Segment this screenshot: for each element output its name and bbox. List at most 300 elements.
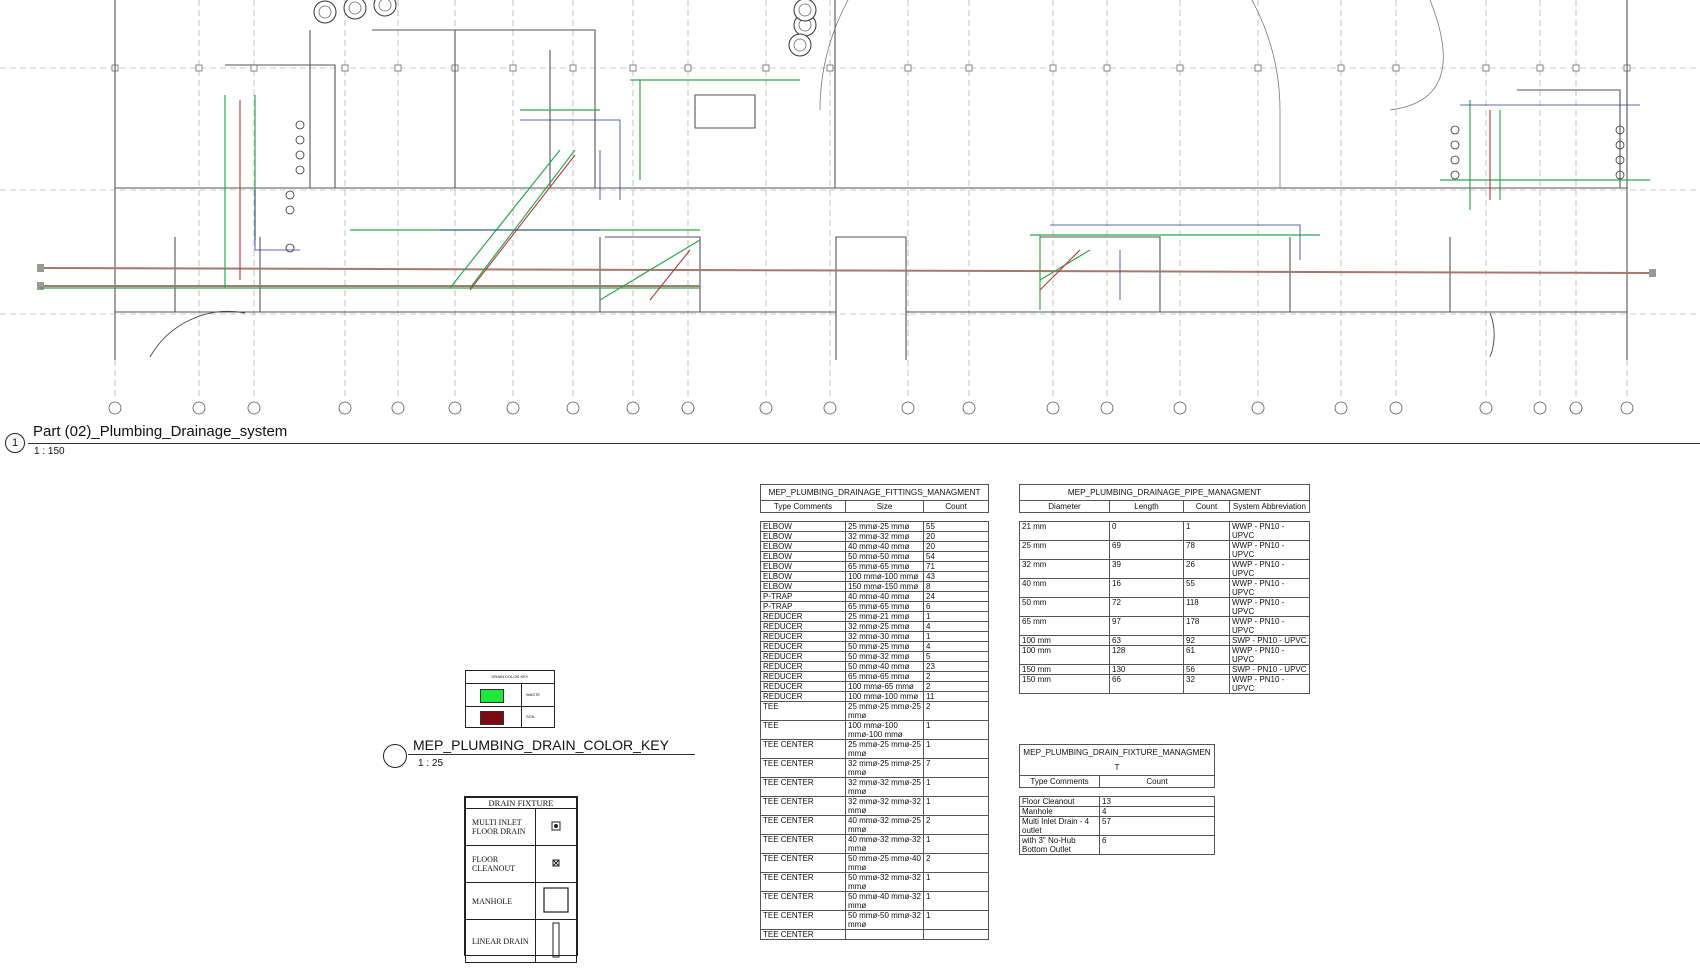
grid-bubble: [824, 402, 836, 414]
fittings-row-cell: 32 mmø-30 mmø: [846, 632, 924, 642]
column: [1050, 65, 1056, 71]
pipe-header-count: Count: [1184, 501, 1230, 513]
fittings-row-cell: 150 mmø-150 mmø: [846, 582, 924, 592]
color-key-title-underline: [408, 754, 695, 755]
fittings-row-cell: TEE CENTER: [761, 816, 846, 835]
toilet-fixture: [296, 151, 304, 159]
fittings-row-cell: 4: [924, 642, 989, 652]
grid-bubble: [902, 402, 914, 414]
pipe-end: [1649, 269, 1656, 277]
fittings-row-cell: 2: [924, 702, 989, 721]
fittings-row-cell: ELBOW: [761, 582, 846, 592]
fittings-row: [761, 873, 989, 892]
grid-bubble: [1335, 402, 1347, 414]
fittings-row-cell: ELBOW: [761, 532, 846, 542]
fittings-row-cell: 1: [924, 778, 989, 797]
column: [1177, 65, 1183, 71]
fittings-row-cell: 40 mmø-32 mmø-25 mmø: [846, 816, 924, 835]
fittings-row-cell: REDUCER: [761, 662, 846, 672]
pipe-row-cell: 66: [1110, 675, 1184, 694]
grid-bubble: [392, 402, 404, 414]
fittings-row: [761, 797, 989, 816]
fittings-row-cell: 32 mmø-25 mmø-25 mmø: [846, 759, 924, 778]
column: [342, 65, 348, 71]
toilet-fixture: [1451, 126, 1459, 134]
pipe-end: [37, 282, 44, 290]
fittings-row: [761, 759, 989, 778]
color-key-view-title: MEP_PLUMBING_DRAIN_COLOR_KEY: [413, 737, 669, 753]
toilet-fixture: [286, 206, 294, 214]
pipe-row-cell: 50 mm: [1020, 598, 1110, 617]
pipe-row-cell: WWP - PN10 - UPVC: [1230, 522, 1310, 541]
fittings-row: [761, 632, 989, 642]
color-key-view-scale: 1 : 25: [418, 758, 444, 769]
grid-bubble: [248, 402, 260, 414]
fittings-row: [761, 572, 989, 582]
color-key-view-marker: [383, 744, 407, 768]
fittings-row: [761, 672, 989, 682]
pipe-row-cell: WWP - PN10 - UPVC: [1230, 560, 1310, 579]
fittings-row: [761, 854, 989, 873]
pipe-row-cell: 130: [1110, 665, 1184, 675]
fixture-row-cell: 6: [1100, 836, 1215, 855]
grid-bubble: [1570, 402, 1582, 414]
fittings-row: [761, 911, 989, 930]
courtyard-curve: [1390, 0, 1443, 110]
fixture-row: [1020, 817, 1215, 836]
fittings-row-cell: 6: [924, 602, 989, 612]
fittings-row-cell: 32 mmø-32 mmø-25 mmø: [846, 778, 924, 797]
column: [196, 65, 202, 71]
drain-fixture-title: DRAIN FIXTURE: [466, 798, 577, 809]
plumbing-floor-plan: [0, 0, 1700, 440]
fittings-row-cell: REDUCER: [761, 692, 846, 702]
fittings-schedule: [760, 484, 988, 940]
fittings-row-cell: 11: [924, 692, 989, 702]
grid-bubble: [627, 402, 639, 414]
fittings-row-cell: 32 mmø-32 mmø: [846, 532, 924, 542]
grid-bubble: [1534, 402, 1546, 414]
column: [1338, 65, 1344, 71]
fixture-schedule: [1019, 744, 1214, 855]
grid-bubble: [1621, 402, 1633, 414]
fittings-row-cell: 2: [924, 816, 989, 835]
fixture-row: [1020, 807, 1215, 817]
pipe-row-cell: 92: [1184, 636, 1230, 646]
fittings-row-cell: 65 mmø-65 mmø: [846, 602, 924, 612]
waste-label: WASTE: [526, 692, 541, 697]
fittings-row: [761, 692, 989, 702]
column: [1573, 65, 1579, 71]
fittings-row-cell: 50 mmø-25 mmø-40 mmø: [846, 854, 924, 873]
fittings-row-cell: ELBOW: [761, 572, 846, 582]
pipe-row: [1020, 598, 1310, 617]
pipe-row-cell: 56: [1184, 665, 1230, 675]
pipe-row-cell: 69: [1110, 541, 1184, 560]
pipe-row-cell: SWP - PN10 - UPVC: [1230, 636, 1310, 646]
pipe-schedule-title: MEP_PLUMBING_DRAINAGE_PIPE_MANAGMENT: [1020, 485, 1310, 501]
fittings-row-cell: 1: [924, 740, 989, 759]
pipe-header-system: System Abbreviation: [1230, 501, 1310, 513]
soil-pipe: [1040, 250, 1080, 290]
cleanout-icon: [536, 846, 577, 883]
fittings-row-cell: 7: [924, 759, 989, 778]
fittings-row: [761, 816, 989, 835]
pipe-row-cell: 0: [1110, 522, 1184, 541]
fittings-row: [761, 662, 989, 672]
column: [685, 65, 691, 71]
fittings-row: [761, 592, 989, 602]
pipe-row-cell: 100 mm: [1020, 636, 1110, 646]
fixture-row: [1020, 797, 1215, 807]
pipe-row: [1020, 560, 1310, 579]
fittings-row: [761, 622, 989, 632]
column: [570, 65, 576, 71]
fittings-row-cell: TEE CENTER: [761, 911, 846, 930]
column: [1104, 65, 1110, 71]
grid-bubble: [507, 402, 519, 414]
fittings-row-cell: 100 mmø-100 mmø: [846, 692, 924, 702]
fittings-row-cell: 25 mmø-25 mmø-25 mmø: [846, 740, 924, 759]
fixture-row-cell: with 3" No-Hub Bottom Outlet: [1020, 836, 1100, 855]
fittings-row-cell: TEE CENTER: [761, 797, 846, 816]
column: [1393, 65, 1399, 71]
pipe-row-cell: 178: [1184, 617, 1230, 636]
fittings-row: [761, 552, 989, 562]
waste-pipe: [1440, 110, 1650, 200]
fittings-row-cell: 65 mmø-65 mmø: [846, 672, 924, 682]
toilet-fixture: [1451, 171, 1459, 179]
fittings-row-cell: REDUCER: [761, 652, 846, 662]
plan-view-scale: 1 : 150: [34, 446, 65, 457]
fittings-header-type: Type Comments: [761, 501, 846, 513]
column: [827, 65, 833, 71]
interior-walls: [175, 0, 1620, 312]
tree-symbol: [314, 1, 336, 23]
fixture-label-linear-drain: LINEAR DRAIN: [466, 920, 536, 963]
fixture-header-count: Count: [1100, 776, 1215, 788]
column: [395, 65, 401, 71]
fittings-row-cell: 4: [924, 622, 989, 632]
fixture-schedule-title: MEP_PLUMBING_DRAIN_FIXTURE_MANAGMENT: [1020, 745, 1215, 776]
fittings-row-cell: 32 mmø-32 mmø-32 mmø: [846, 797, 924, 816]
fixture-row-cell: Floor Cleanout: [1020, 797, 1100, 807]
column: [763, 65, 769, 71]
grid-bubble: [567, 402, 579, 414]
fixture-label-floor-drain: MULTI INLET FLOOR DRAIN: [466, 809, 536, 846]
column: [1537, 65, 1543, 71]
toilet-fixture: [286, 244, 294, 252]
pipe-row-cell: 26: [1184, 560, 1230, 579]
pipe-row-cell: 72: [1110, 598, 1184, 617]
fixture-row-cell: Multi Inlet Drain - 4 outlet: [1020, 817, 1100, 836]
pipe-row-cell: WWP - PN10 - UPVC: [1230, 617, 1310, 636]
pipe-row-cell: 32 mm: [1020, 560, 1110, 579]
fittings-row-cell: REDUCER: [761, 612, 846, 622]
pipe-schedule: [1019, 484, 1309, 694]
fittings-row-cell: REDUCER: [761, 622, 846, 632]
fittings-row: [761, 602, 989, 612]
fittings-row-cell: 50 mmø-50 mmø-32 mmø: [846, 911, 924, 930]
grid-bubble: [682, 402, 694, 414]
landscape-trees: [314, 0, 816, 56]
fittings-row-cell: REDUCER: [761, 632, 846, 642]
fittings-row-cell: 8: [924, 582, 989, 592]
pipe-row: [1020, 541, 1310, 560]
legend-title: DRAIN COLOR KEY: [466, 671, 554, 684]
fittings-row-cell: 54: [924, 552, 989, 562]
pipe-row-cell: 63: [1110, 636, 1184, 646]
tree-symbol: [344, 0, 366, 19]
drainage-pipes: [37, 80, 1656, 310]
fixture-label-manhole: MANHOLE: [466, 883, 536, 920]
fittings-row: [761, 582, 989, 592]
pipe-row: [1020, 646, 1310, 665]
pipe-row-cell: 150 mm: [1020, 665, 1110, 675]
pipe-row-cell: 97: [1110, 617, 1184, 636]
fittings-row-cell: ELBOW: [761, 522, 846, 532]
legend-row-soil: [466, 706, 554, 728]
pipe-row-cell: 118: [1184, 598, 1230, 617]
pipe-row-cell: 65 mm: [1020, 617, 1110, 636]
fittings-row-cell: 24: [924, 592, 989, 602]
grid-bubble: [1390, 402, 1402, 414]
fittings-row-cell: TEE CENTER: [761, 854, 846, 873]
pipe-row-cell: 32: [1184, 675, 1230, 694]
column: [966, 65, 972, 71]
fittings-row: [761, 721, 989, 740]
fittings-row-cell: 40 mmø-40 mmø: [846, 592, 924, 602]
fittings-row-cell: 100 mmø-65 mmø: [846, 682, 924, 692]
fittings-row-cell: 40 mmø-32 mmø-32 mmø: [846, 835, 924, 854]
fittings-row-cell: 50 mmø-32 mmø: [846, 652, 924, 662]
fittings-row-cell: TEE CENTER: [761, 759, 846, 778]
drain-fixture-legend: [464, 796, 578, 956]
fittings-row-cell: P-TRAP: [761, 592, 846, 602]
toilet-fixture: [286, 191, 294, 199]
pipe-row-cell: 39: [1110, 560, 1184, 579]
fittings-row-cell: 1: [924, 612, 989, 622]
pipe-row-cell: SWP - PN10 - UPVC: [1230, 665, 1310, 675]
fittings-row: [761, 930, 989, 940]
pipe-row-cell: WWP - PN10 - UPVC: [1230, 541, 1310, 560]
grid-bubble: [760, 402, 772, 414]
fittings-row-cell: 43: [924, 572, 989, 582]
soil-label: SOIL: [526, 714, 536, 719]
grid-bubble: [193, 402, 205, 414]
fittings-row-cell: REDUCER: [761, 672, 846, 682]
fittings-row: [761, 740, 989, 759]
tree-symbol: [789, 34, 811, 56]
fittings-header-count: Count: [924, 501, 989, 513]
fittings-row-cell: 50 mmø-50 mmø: [846, 552, 924, 562]
fittings-row-cell: 2: [924, 672, 989, 682]
grid-bubble: [449, 402, 461, 414]
fixture-row-cell: 57: [1100, 817, 1215, 836]
fittings-row-cell: P-TRAP: [761, 602, 846, 612]
fittings-row-cell: TEE: [761, 702, 846, 721]
fittings-row-cell: REDUCER: [761, 682, 846, 692]
fittings-row-cell: 50 mmø-25 mmø: [846, 642, 924, 652]
fittings-row-cell: 2: [924, 854, 989, 873]
fittings-row-cell: 25 mmø-25 mmø: [846, 522, 924, 532]
fittings-row: [761, 612, 989, 622]
grid-bubble: [109, 402, 121, 414]
pipe-row-cell: 128: [1110, 646, 1184, 665]
pipe-row-cell: WWP - PN10 - UPVC: [1230, 579, 1310, 598]
pipe-row-cell: 55: [1184, 579, 1230, 598]
pipe-row: [1020, 675, 1310, 694]
plan-view-title: Part (02)_Plumbing_Drainage_system: [33, 423, 288, 440]
fittings-row-cell: 32 mmø-25 mmø: [846, 622, 924, 632]
column: [251, 65, 257, 71]
fittings-row: [761, 562, 989, 572]
fittings-row: [761, 542, 989, 552]
fittings-row-cell: 5: [924, 652, 989, 662]
fittings-row-cell: 65 mmø-65 mmø: [846, 562, 924, 572]
pipe-row-cell: 16: [1110, 579, 1184, 598]
fittings-row: [761, 892, 989, 911]
fittings-row: [761, 778, 989, 797]
grid-bubble: [1101, 402, 1113, 414]
door-arc: [150, 311, 245, 357]
fittings-row-cell: 20: [924, 542, 989, 552]
fittings-row-cell: ELBOW: [761, 542, 846, 552]
fittings-header-size: Size: [846, 501, 924, 513]
toilet-fixture: [296, 121, 304, 129]
fittings-row-cell: [846, 930, 924, 940]
fittings-row-cell: 1: [924, 797, 989, 816]
legend-row-waste: [466, 684, 554, 707]
fittings-row-cell: 25 mmø-25 mmø-25 mmø: [846, 702, 924, 721]
pipe-row-cell: 100 mm: [1020, 646, 1110, 665]
pipe-row-cell: 1: [1184, 522, 1230, 541]
door-arc: [1490, 313, 1494, 357]
fittings-row-cell: 2: [924, 682, 989, 692]
fittings-row-cell: TEE CENTER: [761, 930, 846, 940]
fittings-row: [761, 522, 989, 532]
waste-pipe: [450, 150, 575, 288]
manhole-icon: [536, 883, 577, 920]
fittings-row-cell: 1: [924, 835, 989, 854]
fittings-row-cell: TEE CENTER: [761, 835, 846, 854]
fittings-row-cell: REDUCER: [761, 642, 846, 652]
grid-bubble: [963, 402, 975, 414]
tree-symbol: [374, 0, 396, 16]
fittings-row-cell: TEE CENTER: [761, 778, 846, 797]
fittings-row-cell: [924, 930, 989, 940]
fittings-row-cell: 20: [924, 532, 989, 542]
pipe-row: [1020, 522, 1310, 541]
tree-symbol: [794, 0, 816, 21]
column: [1255, 65, 1261, 71]
view-number: 1: [11, 437, 19, 449]
pipe-row-cell: WWP - PN10 - UPVC: [1230, 598, 1310, 617]
pipe-row: [1020, 665, 1310, 675]
pipe-header-length: Length: [1110, 501, 1184, 513]
vent-pipe: [255, 190, 300, 250]
vent-pipe: [1050, 225, 1300, 260]
pipe-end: [37, 264, 44, 272]
fittings-row: [761, 702, 989, 721]
building-walls: [115, 0, 1627, 360]
soil-swatch: [480, 711, 504, 725]
pipe-row: [1020, 636, 1310, 646]
fittings-row-cell: 71: [924, 562, 989, 572]
fittings-row-cell: ELBOW: [761, 562, 846, 572]
pipe-row-cell: 61: [1184, 646, 1230, 665]
drain-color-key-legend: [465, 670, 555, 728]
grid-bubble: [1480, 402, 1492, 414]
fittings-schedule-title: MEP_PLUMBING_DRAINAGE_FITTINGS_MANAGMENT: [761, 485, 989, 501]
building-outline: [115, 0, 1627, 360]
column: [905, 65, 911, 71]
linear-drain-icon: [536, 920, 577, 963]
plan-view-title-underline: [28, 443, 1700, 444]
fixture-row-cell: 13: [1100, 797, 1215, 807]
fittings-row-cell: TEE CENTER: [761, 873, 846, 892]
fittings-row-cell: TEE: [761, 721, 846, 740]
fittings-row: [761, 682, 989, 692]
pipe-row: [1020, 579, 1310, 598]
fittings-row-cell: 1: [924, 873, 989, 892]
grid-bubbles: [109, 402, 1633, 414]
fixture-row-cell: Manhole: [1020, 807, 1100, 817]
view-number-marker: [5, 433, 25, 453]
fittings-row: [761, 652, 989, 662]
fittings-row-cell: 23: [924, 662, 989, 672]
fittings-row-cell: 1: [924, 632, 989, 642]
fittings-row-cell: TEE CENTER: [761, 892, 846, 911]
fittings-row-cell: ELBOW: [761, 552, 846, 562]
fittings-row-cell: 1: [924, 892, 989, 911]
fittings-row-cell: 50 mmø-40 mmø-32 mmø: [846, 892, 924, 911]
fittings-row-cell: 1: [924, 911, 989, 930]
fittings-row-cell: 100 mmø-100 mmø-100 mmø: [846, 721, 924, 740]
pipe-row: [1020, 617, 1310, 636]
fixture-row: [1020, 836, 1215, 855]
column: [510, 65, 516, 71]
fittings-row: [761, 835, 989, 854]
column: [630, 65, 636, 71]
fixture-row-cell: 4: [1100, 807, 1215, 817]
pipe-row-cell: 78: [1184, 541, 1230, 560]
fittings-row-cell: 40 mmø-40 mmø: [846, 542, 924, 552]
fittings-row-cell: 50 mmø-40 mmø: [846, 662, 924, 672]
pipe-row-cell: 21 mm: [1020, 522, 1110, 541]
courtyard-arc: [820, 0, 1280, 188]
pipe-row-cell: 150 mm: [1020, 675, 1110, 694]
fixture-header-type: Type Comments: [1020, 776, 1100, 788]
fittings-row-cell: 55: [924, 522, 989, 532]
grid-bubble: [1174, 402, 1186, 414]
fittings-row-cell: 100 mmø-100 mmø: [846, 572, 924, 582]
pipe-row-cell: WWP - PN10 - UPVC: [1230, 646, 1310, 665]
main-drain-pipe: [40, 268, 1650, 273]
waste-swatch: [480, 689, 504, 703]
grid-bubble: [1252, 402, 1264, 414]
grid-bubble: [1047, 402, 1059, 414]
pipe-row-cell: 40 mm: [1020, 579, 1110, 598]
column: [1483, 65, 1489, 71]
fittings-row: [761, 532, 989, 542]
fittings-row-cell: TEE CENTER: [761, 740, 846, 759]
grid-bubble: [339, 402, 351, 414]
fittings-row-cell: 25 mmø-21 mmø: [846, 612, 924, 622]
pipe-row-cell: WWP - PN10 - UPVC: [1230, 675, 1310, 694]
fittings-row-cell: 50 mmø-32 mmø-32 mmø: [846, 873, 924, 892]
fittings-row: [761, 642, 989, 652]
